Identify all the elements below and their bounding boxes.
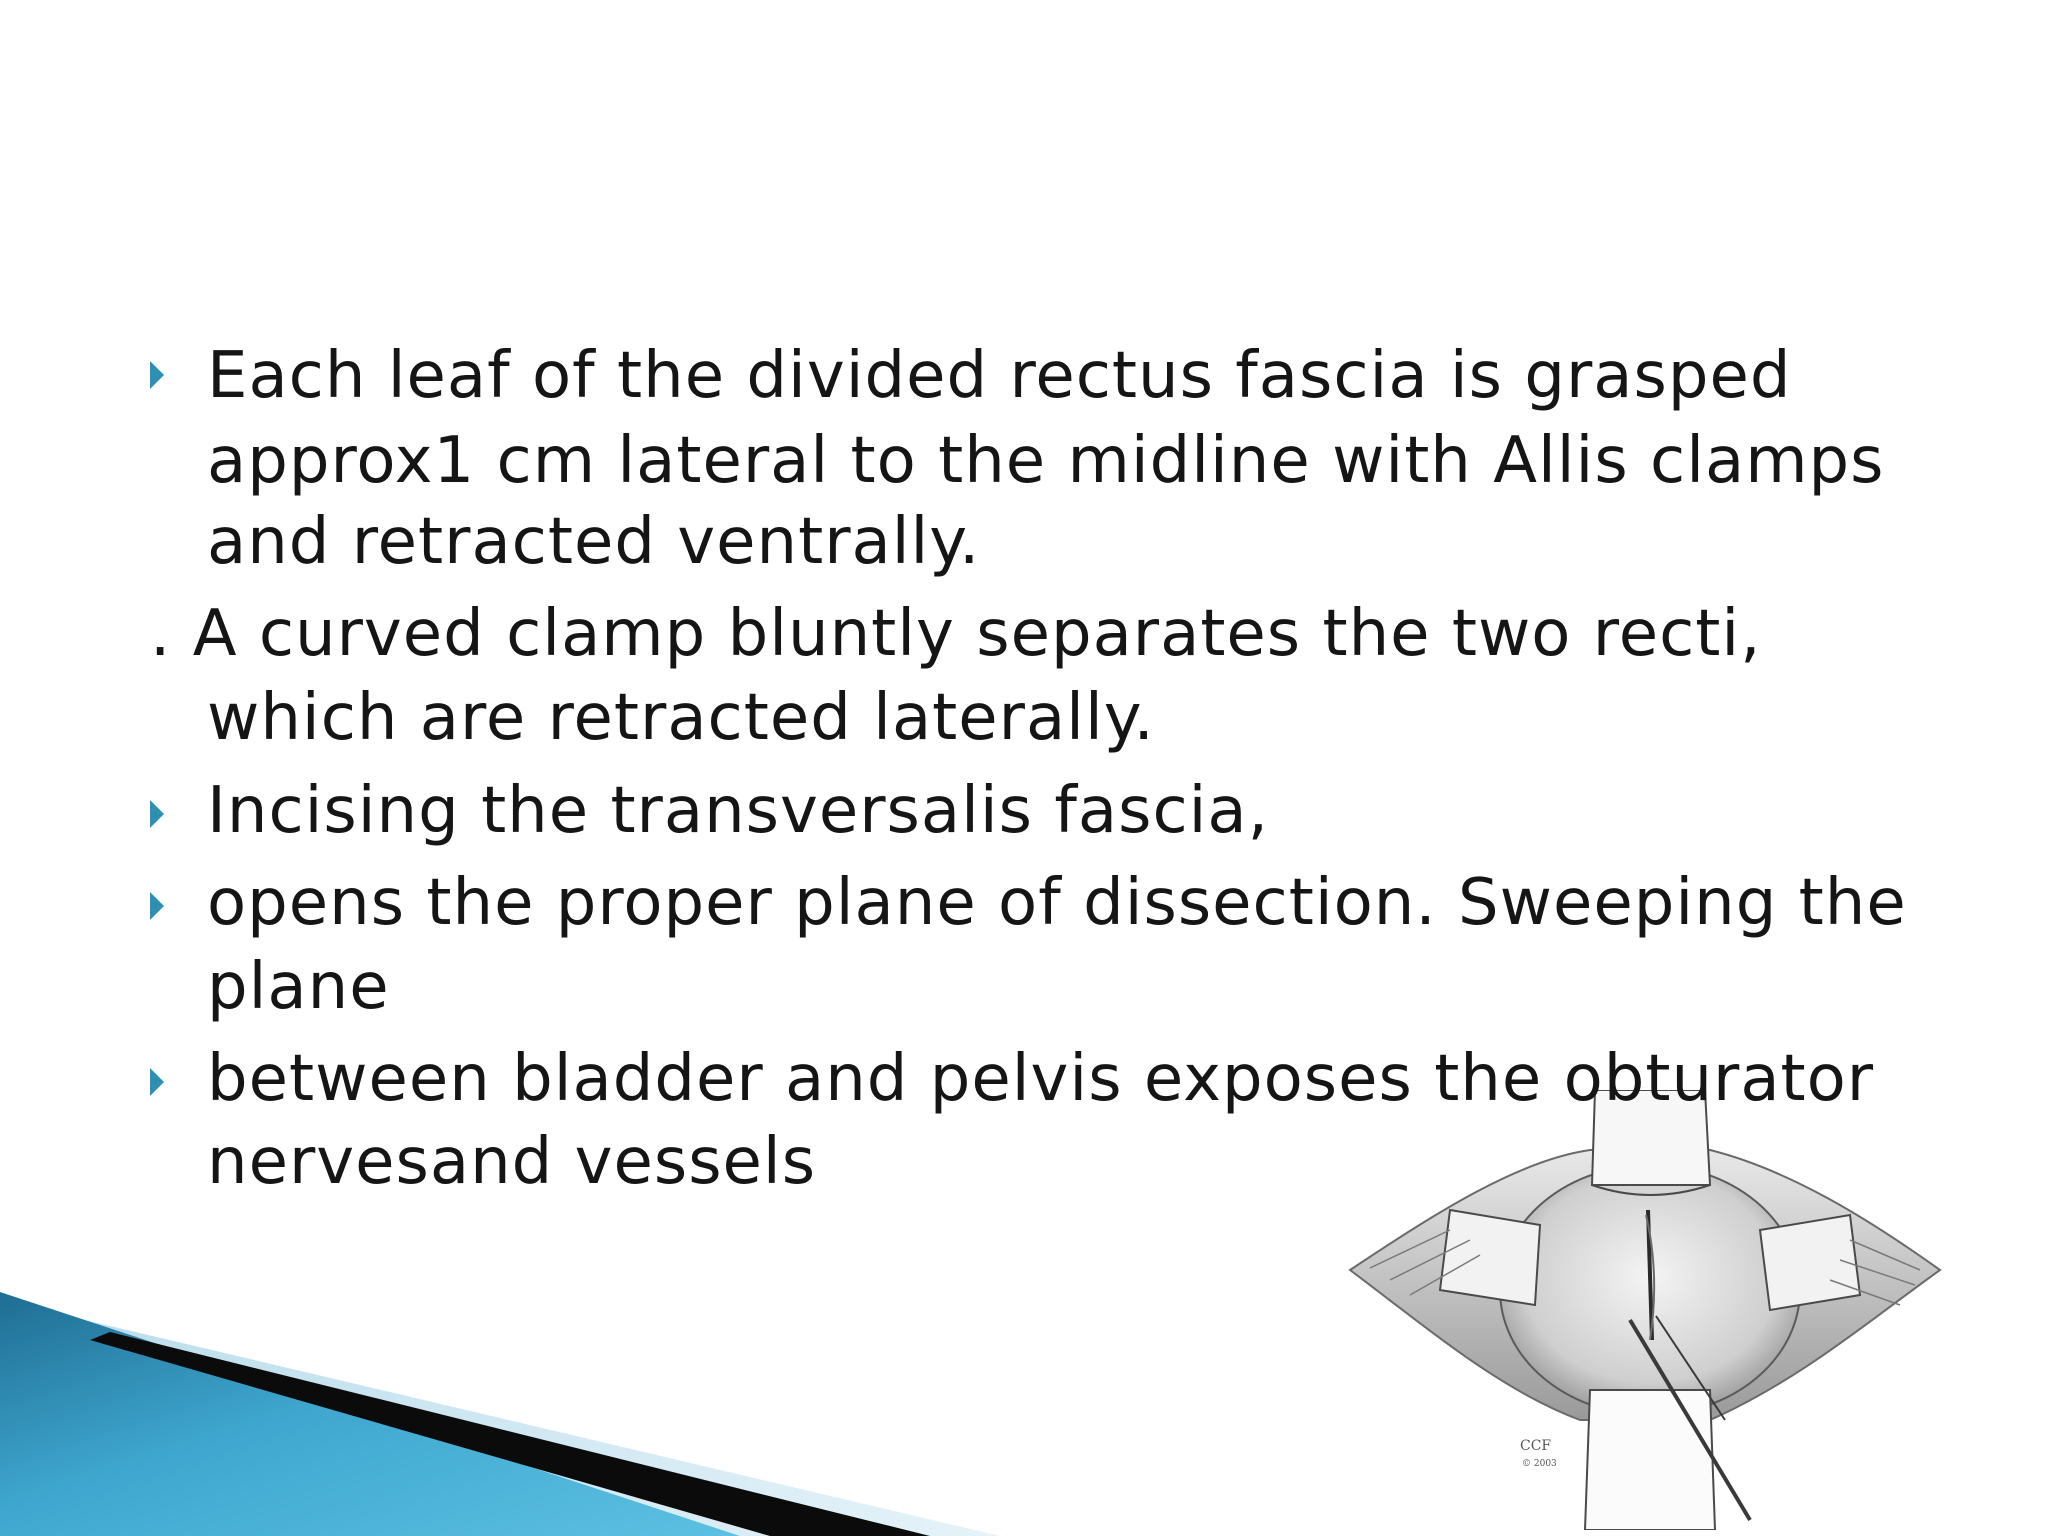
surgical-incision-illustration bbox=[1330, 1090, 1950, 1530]
bullet-1-line-2: approx1 cm lateral to the midline with Allis clamps bbox=[207, 424, 1885, 498]
bullet-3-line-1: Incising the transversalis fascia, bbox=[207, 774, 1269, 848]
bullet-1-line-3: and retracted ventrally. bbox=[207, 505, 981, 579]
bullet-1-line-1: Each leaf of the divided rectus fascia is grasped bbox=[207, 339, 1792, 413]
bullet-4-line-1: opens the proper plane of dissection. Sweeping the bbox=[207, 866, 1907, 940]
illustration-credit: CCF bbox=[1520, 1438, 1552, 1454]
triangle-bullet-icon bbox=[150, 361, 164, 389]
bullet-5-line-1: between bladder and pelvis exposes the obturator bbox=[207, 1042, 1875, 1116]
illustration-credit-year: © 2003 bbox=[1522, 1459, 1557, 1469]
bullet-5-line-2: nervesand vessels bbox=[207, 1125, 817, 1199]
triangle-bullet-icon bbox=[150, 800, 164, 828]
bullet-4-line-2: plane bbox=[207, 950, 390, 1024]
triangle-bullet-icon bbox=[150, 892, 164, 920]
paragraph-2-line-1: . A curved clamp bluntly separates the two recti, bbox=[150, 597, 1762, 671]
triangle-bullet-icon bbox=[150, 1068, 164, 1096]
corner-swoosh-decoration bbox=[0, 1280, 1000, 1536]
paragraph-2-line-2: which are retracted laterally. bbox=[207, 681, 1155, 755]
